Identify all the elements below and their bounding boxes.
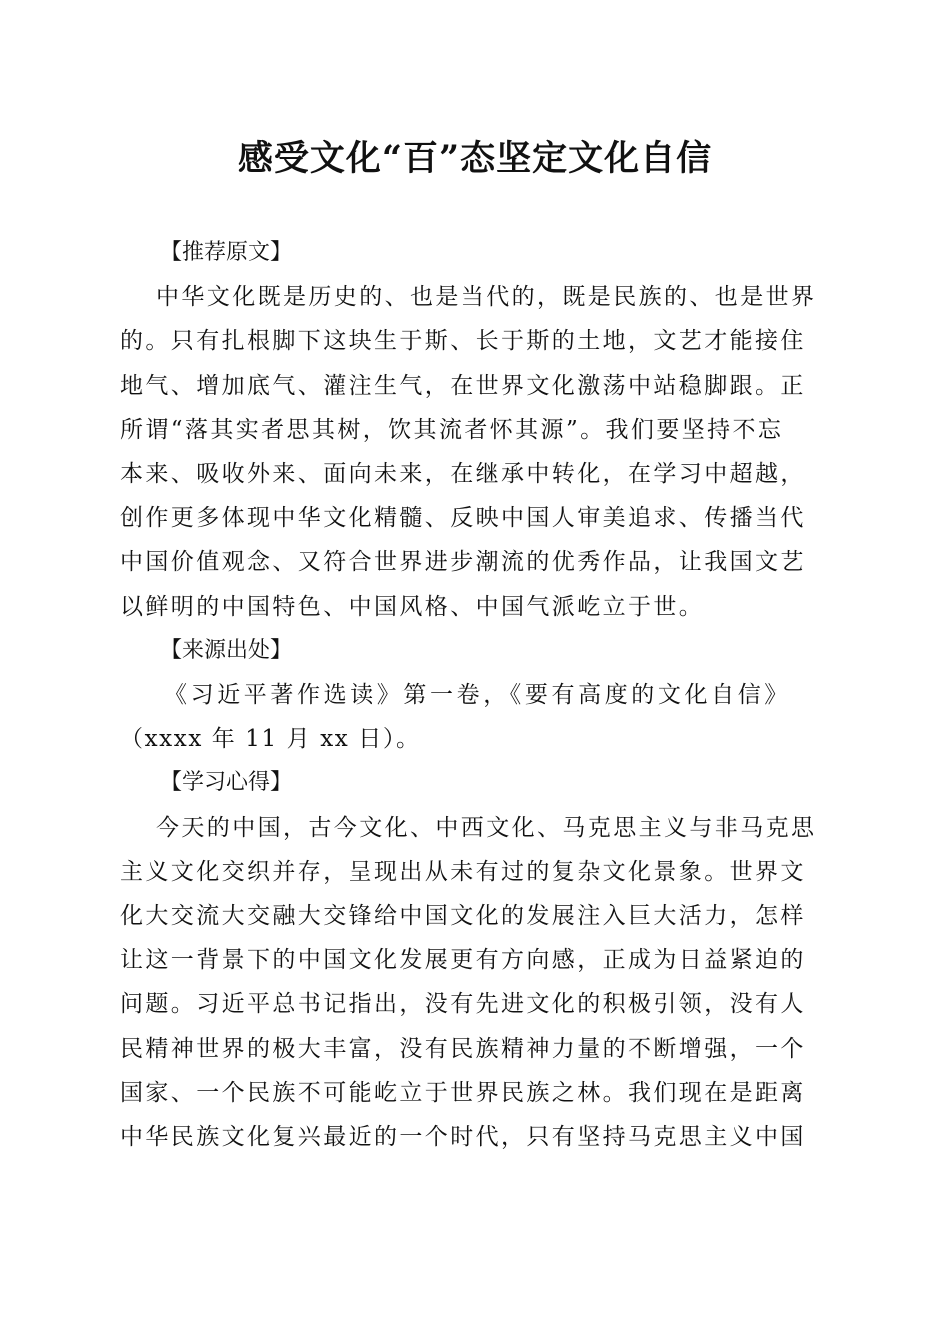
text-line: 以鲜明的中国特色、中国风格、中国气派屹立于世。 xyxy=(120,593,705,620)
insight-text xyxy=(120,806,824,1160)
recommended-text xyxy=(120,275,824,629)
text-line: 本来、吸收外来、面向未来，在继承中转化，在学习中超越， xyxy=(120,461,806,488)
text-line: 今天的中国，古今文化、中西文化、马克思主义与非马克思 xyxy=(156,814,817,841)
text-line: 民精神世界的极大丰富，没有民族精神力量的不断增强，一个 xyxy=(120,1035,806,1062)
page-title: 感受文化“百”态坚定文化自信 xyxy=(237,138,713,179)
text-line: 主义文化交织并存，呈现出从未有过的复杂文化景象。世界文 xyxy=(120,858,806,885)
source-text xyxy=(120,673,824,761)
text-line: （xxxx 年 11 月 xx 日）。 xyxy=(120,726,421,753)
text-line: 中国价值观念、又符合世界进步潮流的优秀作品，让我国文艺 xyxy=(120,549,806,576)
section-heading-recommended: 【推荐原文】 xyxy=(160,240,293,265)
text-line: 的。只有扎根脚下这块生于斯、长于斯的土地，文艺才能接住 xyxy=(120,328,806,355)
text-line: 《习近平著作选读》第一卷，《要有高度的文化自信》 xyxy=(164,682,791,709)
text-line: 创作更多体现中华文化精髓、反映中国人审美追求、传播当代 xyxy=(120,505,806,532)
section-heading-source: 【来源出处】 xyxy=(160,637,293,663)
text-line: 让这一背景下的中国文化发展更有方向感，正成为日益紧迫的 xyxy=(120,947,806,974)
text-line: 中华民族文化复兴最近的一个时代，只有坚持马克思主义中国 xyxy=(120,1124,806,1151)
text-line: 所谓“落其实者思其树，饮其流者怀其源”。我们要坚持不忘 xyxy=(120,416,784,443)
section-heading-insight: 【学习心得】 xyxy=(160,770,293,796)
text-line: 问题。习近平总书记指出，没有先进文化的积极引领，没有人 xyxy=(120,991,806,1018)
text-line: 化大交流大交融大交锋给中国文化的发展注入巨大活力，怎样 xyxy=(120,903,806,930)
text-line: 国家、一个民族不可能屹立于世界民族之林。我们现在是距离 xyxy=(120,1079,806,1106)
document-body xyxy=(120,231,824,1159)
text-line: 地气、增加底气、灌注生气，在世界文化激荡中站稳脚跟。正 xyxy=(120,372,806,399)
text-line: 中华文化既是历史的、也是当代的，既是民族的、也是世界 xyxy=(156,284,817,311)
